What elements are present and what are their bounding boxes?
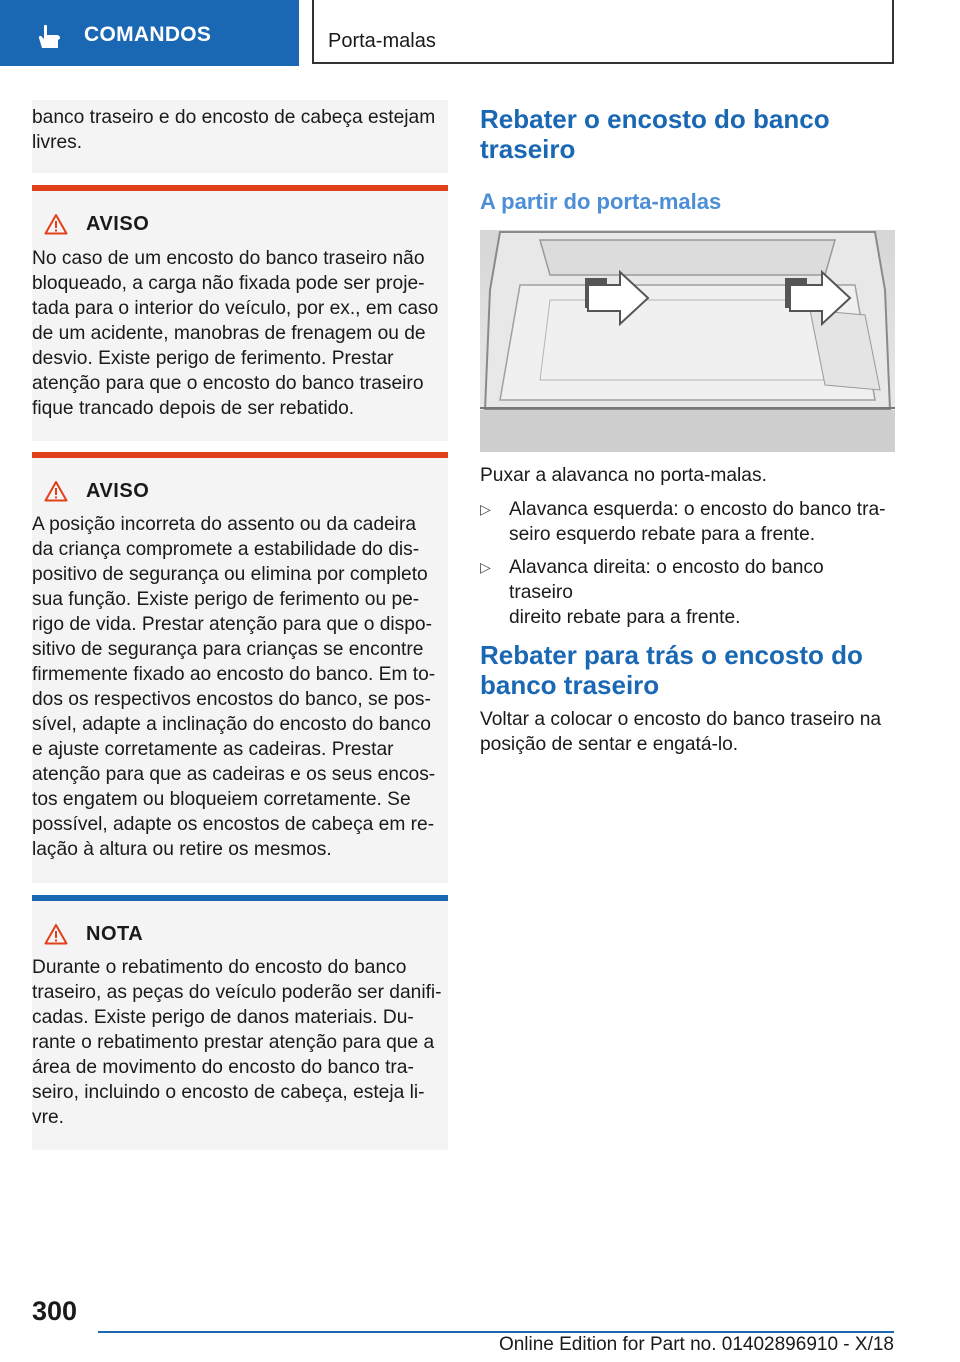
warning-header bbox=[32, 210, 149, 238]
text-line: de um acidente, manobras de frenagem ou de bbox=[32, 323, 426, 344]
text-line: sível, adapte a inclinação do encosto do banco bbox=[32, 714, 431, 735]
list-item bbox=[480, 555, 896, 628]
continued-note-box bbox=[32, 100, 448, 173]
text-line: direito rebate para a frente. bbox=[509, 607, 741, 628]
text-line: possível, adapte os encostos de cabeça em re- bbox=[32, 814, 435, 835]
heading-line: Rebater o encosto do banco bbox=[480, 104, 830, 134]
section-header bbox=[312, 0, 894, 64]
heading-line: banco traseiro bbox=[480, 670, 660, 700]
edition-text[interactable]: Online Edition for Part no. 01402896910 - X/18 bbox=[498, 1334, 894, 1355]
note-header bbox=[32, 920, 143, 948]
warning-triangle-icon bbox=[44, 213, 68, 235]
text-line: Alavanca direita: o encosto do banco traseiro bbox=[509, 557, 824, 603]
text-line: positivo de segurança ou elimina por completo bbox=[32, 564, 428, 585]
chapter-label: COMANDOS bbox=[84, 23, 212, 46]
note-bar bbox=[32, 895, 448, 901]
text-line: cadas. Existe perigo de danos materiais. Du- bbox=[32, 1007, 414, 1028]
bullet-marker: ▷ bbox=[480, 559, 491, 575]
warning-box-1 bbox=[32, 185, 448, 441]
warning-bar bbox=[32, 185, 448, 191]
paragraph bbox=[480, 707, 896, 757]
text-line: Voltar a colocar o encosto do banco traseiro na bbox=[480, 709, 882, 730]
hand-pointer-icon bbox=[36, 24, 64, 50]
text-line: Alavanca esquerda: o encosto do banco tra- bbox=[509, 499, 886, 520]
text-line: bloqueado, a carga não fixada pode ser proje- bbox=[32, 273, 425, 294]
text-line: lação à altura ou retire os mesmos. bbox=[32, 839, 332, 860]
warning-triangle-icon bbox=[44, 480, 68, 502]
warning-box-2 bbox=[32, 452, 448, 883]
warning-bar bbox=[32, 452, 448, 458]
text-line: posição de sentar e engatá-lo. bbox=[480, 734, 739, 755]
text-line: da criança compromete a estabilidade do dis- bbox=[32, 539, 420, 560]
text-line: banco traseiro e do encosto de cabeça estejam bbox=[32, 107, 436, 128]
text-line: fique trancado depois de ser rebatido. bbox=[32, 398, 355, 419]
note-box bbox=[32, 895, 448, 1150]
text-line: rante o rebatimento prestar atenção para que a bbox=[32, 1032, 435, 1053]
warning-header bbox=[32, 477, 149, 505]
chapter-tab[interactable] bbox=[0, 0, 299, 66]
warning-triangle-icon bbox=[44, 923, 68, 945]
intro-text: Puxar a alavanca no porta-malas. bbox=[480, 465, 767, 486]
text-line: seiro esquerdo rebate para a frente. bbox=[509, 524, 816, 545]
text-line: No caso de um encosto do banco traseiro não bbox=[32, 248, 425, 269]
section-heading bbox=[480, 104, 830, 164]
text-line: área de movimento do encosto do banco tra- bbox=[32, 1057, 414, 1078]
subheading: A partir do porta-malas bbox=[480, 189, 722, 214]
text-line: desvio. Existe perigo de ferimento. Prestar bbox=[32, 348, 394, 369]
text-line: sitivo de segurança para crianças se encontre bbox=[32, 639, 424, 660]
text-line: seiro, incluindo o encosto de cabeça, esteja li- bbox=[32, 1082, 425, 1103]
text-line: vre. bbox=[32, 1107, 64, 1128]
trunk-photo bbox=[480, 230, 895, 452]
text-line: tada para o interior do veículo, por ex., em caso bbox=[32, 298, 439, 319]
text-line: rigo de vida. Prestar atenção para que o dispo- bbox=[32, 614, 432, 635]
note-title: NOTA bbox=[86, 922, 144, 945]
list-item bbox=[480, 497, 896, 549]
section-heading bbox=[480, 640, 863, 700]
warning-title: AVISO bbox=[86, 479, 150, 502]
warning-title: AVISO bbox=[86, 212, 150, 235]
text-line: livres. bbox=[32, 132, 83, 153]
section-label: Porta-malas bbox=[328, 30, 436, 52]
page-number: 300 bbox=[32, 1296, 78, 1326]
text-line: atenção para que o encosto do banco traseiro bbox=[32, 373, 424, 394]
text-line: A posição incorreta do assento ou da cadeira bbox=[32, 514, 417, 535]
text-line: sua função. Existe perigo de ferimento ou pe- bbox=[32, 589, 420, 610]
bullet-marker: ▷ bbox=[480, 501, 491, 517]
heading-line: Rebater para trás o encosto do bbox=[480, 640, 863, 670]
text-line: dos os respectivos encostos do banco, se pos- bbox=[32, 689, 431, 710]
text-line: tos engatem ou bloqueiem corretamente. Se bbox=[32, 789, 411, 810]
text-line: Durante o rebatimento do encosto do banco bbox=[32, 957, 407, 978]
text-line: firmemente fixado ao encosto do banco. Em to- bbox=[32, 664, 436, 685]
footer-divider bbox=[98, 1331, 894, 1333]
heading-line: traseiro bbox=[480, 134, 576, 164]
text-line: e ajuste corretamente as cadeiras. Prestar bbox=[32, 739, 394, 760]
text-line: traseiro, as peças do veículo poderão ser danifi- bbox=[32, 982, 442, 1003]
text-line: atenção para que as cadeiras e os seus encos- bbox=[32, 764, 436, 785]
